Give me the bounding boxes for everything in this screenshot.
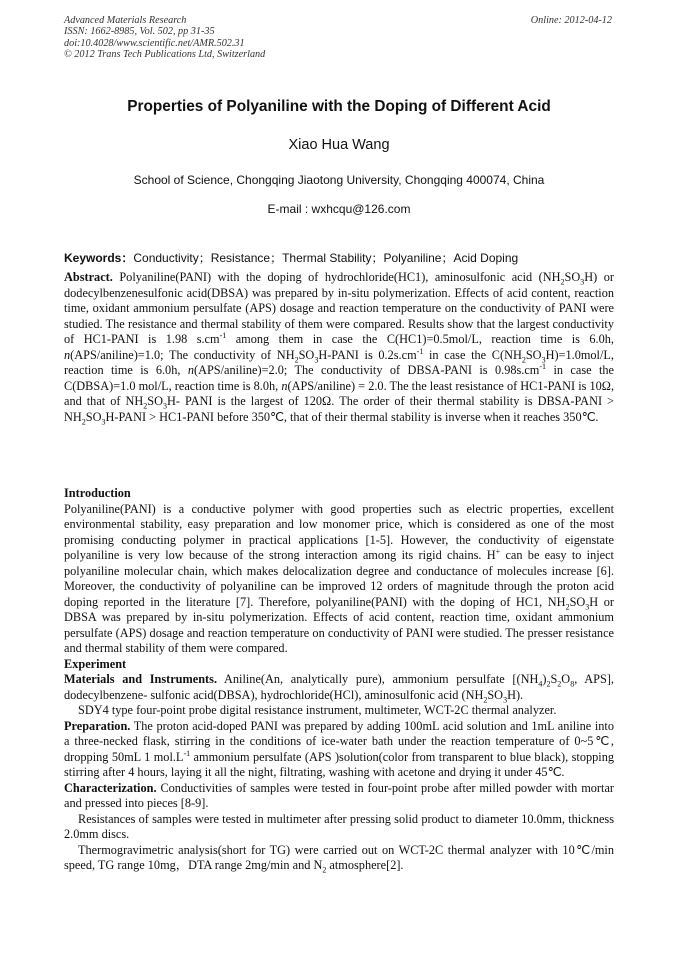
materials-label: Materials and Instruments. [64, 672, 218, 686]
superscript: -1 [539, 361, 547, 371]
italic-n: n [64, 347, 71, 362]
abstract-text: H-PANI is 0.2s.cm [318, 347, 417, 362]
resistance-paragraph: Resistances of samples were tested in multimeter after pressing solid product to diameter 10.0mm, thickness 2.0mm discs. [64, 811, 614, 841]
intro-text: can be easy to inject polyaniline molecular chain, which makes delocalization degree and conductance of molecules increase [6]. Moreover, the conductivity of polyaniline can be improved 12 orders of magnitude through the proton acid doping reported in the literature [7]. Therefore, polyaniline(PANI) with the doping of HC1, NH [64, 548, 614, 609]
materials-text: S [550, 672, 558, 686]
abstract [64, 270, 614, 425]
keywords-text: Conductivity；Resistance；Thermal Stability；Polyaniline；Acid Doping [133, 251, 519, 265]
subscript: 2 [81, 416, 86, 426]
intro-text: Polyaniline(PANI) is a conductive polymer with good properties such as electric properties, excellent environmental stability, easy preparation and low monomer price, which is considered as one of the most promising conducting polymer in practical applications [1-5]. However, the conductivity of eigenstate polyaniline is very low because of the strong interaction among its rigid chains. H [64, 501, 614, 562]
abstract-text: in case the C(DBSA)=1.0 mol/L, reaction time is 8.0h, [64, 363, 614, 393]
preparation-text: ammonium persulfate (APS )solution(color from transparent to blue black), stopping stirring after 4 hours, laying it all the night, filtrating, washing with acetone and drying it under 45℃. [64, 749, 614, 779]
superscript: -1 [183, 748, 191, 758]
preparation-label: Preparation. [64, 718, 131, 733]
abstract-text: (APS/aniline)=2.0; The conductivity of DBSA-PANI is 0.98s.cm [193, 363, 540, 377]
journal-name: Advanced Materials Research [64, 15, 187, 26]
email: E-mail : wxhcqu@126.com [267, 202, 411, 216]
materials-text: , APS], dodecylbenzene- sulfonic acid(DBSA), hydrochloride(HCl), aminosulfonic acid (NH [64, 672, 614, 702]
intro-text: H or DBSA was prepared by in-situ polymerization. Effects of acid content, reaction time, oxidant ammonium persulfate (APS) dosage and reaction temperature on conductivity of PANI were studied. The presser resistance and thermal stability of them were compared. [64, 594, 614, 655]
abstract-text: Polyaniline(PANI) with the doping of hydrochloride(HC1), aminosulfonic acid (NH [112, 270, 561, 284]
subscript: 2 [143, 401, 148, 411]
abstract-label: Abstract. [64, 270, 113, 284]
abstract-text: (APS/aniline)=1.0; The conductivity of NH [70, 347, 295, 362]
subscript: 3 [503, 694, 508, 704]
journal-header [64, 15, 265, 60]
preparation-paragraph [64, 719, 614, 781]
experiment-heading: Experiment [64, 656, 127, 671]
abstract-text: H- PANI is the largest of 120Ω. The order of their thermal stability is DBSA-PANI > NH [64, 394, 614, 424]
keywords [64, 249, 518, 266]
tg-paragraph [64, 843, 614, 874]
abstract-text: in case the C(NH [423, 347, 522, 362]
subscript: 2 [560, 277, 565, 287]
online-date: Online: 2012-04-12 [530, 15, 612, 26]
materials-text: Aniline(An, analytically pure), ammonium persulfate [(NH [217, 672, 539, 686]
affiliation: School of Science, Chongqing Jiaotong University, Chongqing 400074, China [133, 173, 545, 187]
italic-n: n [187, 363, 194, 377]
subscript: 3 [580, 277, 585, 287]
instruments-paragraph: SDY4 type four-point probe digital resistance instrument, multimeter, WCT-2C thermal analyzer. [78, 703, 557, 717]
copyright: © 2012 Trans Tech Publications Ltd, Switzerland [64, 48, 266, 60]
subscript: 3 [101, 416, 106, 426]
subscript: 2 [322, 865, 327, 875]
abstract-text: SO [147, 394, 163, 408]
materials-text: SO [487, 687, 504, 702]
materials-paragraph [64, 672, 614, 703]
subscript: 3 [314, 354, 319, 364]
tg-text: Thermogravimetric analysis(short for TG) were carried out on WCT-2C thermal analyzer with 10℃/min speed, TG range 10mg，DTA range 2mg/min and N [64, 842, 614, 872]
subscript: 2 [294, 354, 299, 364]
subscript: 2 [546, 679, 551, 689]
superscript: -1 [219, 330, 227, 340]
doi: doi:10.4028/www.scientific.net/AMR.502.31 [64, 37, 245, 49]
superscript: + [495, 546, 501, 556]
subscript: 2 [483, 694, 488, 704]
introduction-paragraph [64, 502, 614, 657]
abstract-text: SO [525, 347, 542, 362]
characterization-label: Characterization. [64, 780, 157, 795]
abstract-text: H) or dodecylbenzenesulfonic acid(DBSA) was prepared by in-situ polymerization. Effects of acid content, reaction time, oxidant ammonium persulfate (APS) dosage and reaction temperature on the conductivity of PANI were studied. The resistance and thermal stability of them were compared. Results show that the largest conductivity of HC1-PANI is 1.98 s.cm [64, 270, 614, 346]
abstract-text: H-PANI > HC1-PANI before 350℃, that of their thermal stability is inverse when it reaches 350℃. [105, 409, 599, 424]
abstract-text: (APS/aniline) = 2.0. The the least resistance of HC1-PANI is 10Ω, and that of NH [64, 378, 615, 408]
keywords-label: Keywords： [64, 251, 134, 265]
tg-text: atmosphere[2]. [326, 858, 404, 872]
characterization-paragraph [64, 781, 614, 812]
subscript: 8 [570, 679, 575, 689]
abstract-text: among them in case the C(HC1)=0.5mol/L, reaction time is 6.0h, [226, 332, 614, 346]
subscript: 4 [538, 679, 543, 689]
subscript: 2 [521, 354, 526, 364]
materials-text: O [561, 672, 571, 686]
paper-title: Properties of Polyaniline with the Doping of Different Acid [127, 98, 551, 115]
materials-text: ) [542, 672, 547, 686]
subscript: 3 [162, 401, 167, 411]
abstract-text: H)=1.0mol/L, reaction time is 6.0h, [64, 347, 614, 377]
characterization-text: Conductivities of samples were tested in four-point probe after milled powder with mortar and pressed into pieces [8-9]. [64, 780, 614, 810]
subscript: 2 [557, 679, 562, 689]
subscript: 3 [585, 601, 590, 611]
italic-n: n [281, 378, 288, 393]
abstract-text: SO [298, 347, 315, 362]
subscript: 3 [541, 354, 546, 364]
preparation-text: The proton acid-doped PANI was prepared by adding 100mL acid solution and 1mL aniline into a three-necked flask, stirring in the conditions of ice-water bath under the reaction temperature of 0~5℃, dropping 50mL 1 mol.L [64, 718, 614, 764]
abstract-text: SO [564, 270, 581, 284]
materials-text: H). [507, 687, 524, 702]
superscript: -1 [416, 346, 424, 356]
introduction-heading: Introduction [64, 486, 131, 500]
main-body [64, 486, 614, 874]
subscript: 2 [565, 601, 570, 611]
abstract-text: SO [85, 409, 102, 424]
issn: ISSN: 1662-8985, Vol. 502, pp 31-35 [64, 26, 215, 38]
author: Xiao Hua Wang [288, 137, 390, 153]
intro-text: SO [569, 594, 586, 609]
